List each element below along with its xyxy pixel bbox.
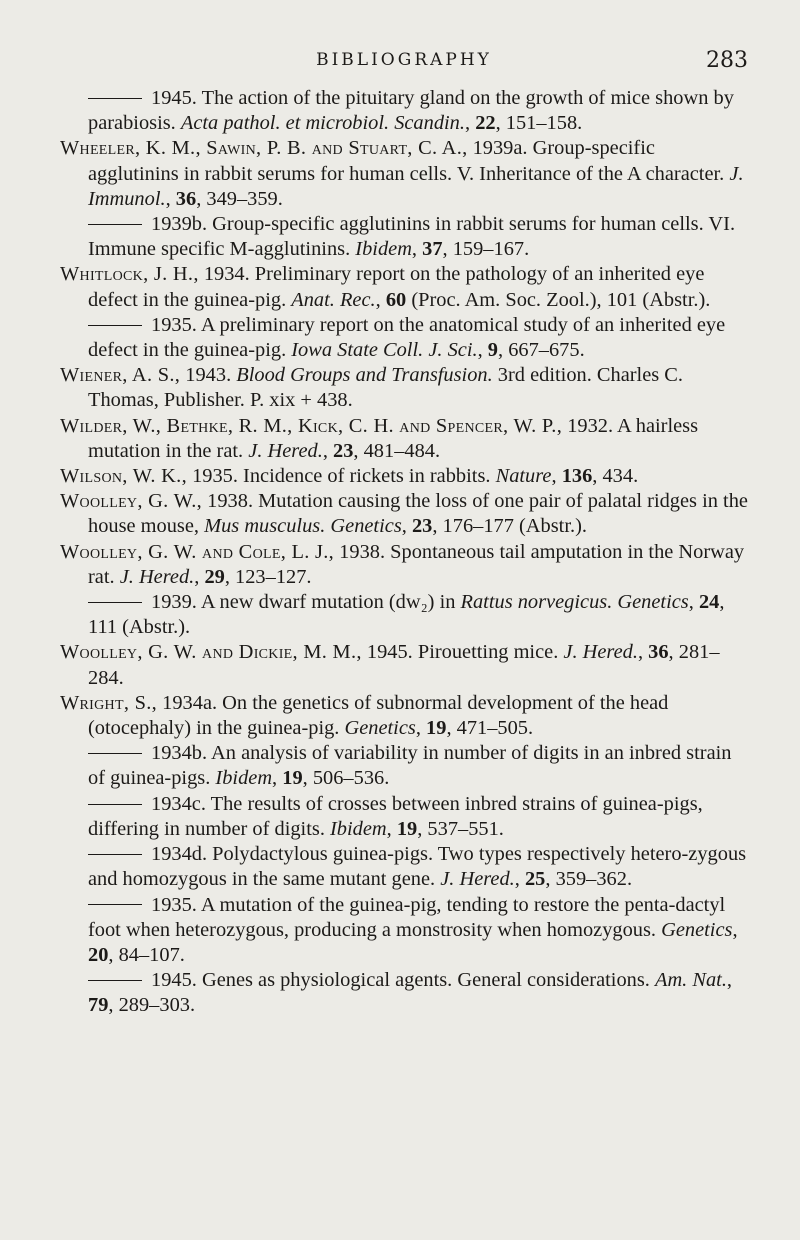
entry-text: ,	[386, 817, 397, 840]
entry-pages: , 159–167.	[442, 238, 530, 261]
ditto-dash	[88, 224, 142, 225]
entry-pages: , 481–484.	[353, 439, 441, 462]
entry-text: 1939b. Group-specific agglutinins in rabbit serums for human cells. VI. Immune specific M-agglutinins.	[88, 213, 736, 261]
entry-text: 1945. Genes as physiological agents. General considerations.	[151, 969, 655, 992]
entry-volume: 29	[204, 565, 225, 588]
entry-journal: Nature	[495, 465, 552, 488]
entry-text: 1934d. Polydactylous guinea-pigs. Two types respectively hetero-zygous and homozygous in the same mutant gene.	[88, 843, 747, 891]
entry-text: ,	[477, 339, 488, 362]
entry-text: 1939. A new dwarf mutation (dw₂) in	[151, 591, 461, 614]
entry-volume: 19	[426, 717, 447, 740]
entry-author: Woolley, G. W. and Dickie, M. M.,	[60, 641, 362, 664]
bibliography-entry	[60, 842, 750, 892]
entry-text: ,	[401, 515, 412, 538]
entry-pages: , 667–675.	[498, 339, 585, 362]
bibliography-entry	[60, 741, 750, 791]
entry-text: ,	[514, 868, 525, 891]
entry-text: ,	[688, 591, 699, 614]
entry-pages: , 84–107.	[108, 943, 185, 966]
bibliography-entry	[60, 313, 750, 363]
entry-text: ,	[411, 238, 423, 261]
entry-journal: Rattus norvegicus. Genetics	[460, 591, 689, 614]
entry-text: ,	[322, 439, 334, 462]
ditto-dash	[88, 325, 142, 326]
entry-text: 1935. Incidence of rickets in rabbits.	[186, 465, 496, 488]
entry-pages: , 434.	[592, 465, 639, 488]
entry-text: ,	[732, 918, 738, 941]
entry-journal: J. Immunol.	[88, 162, 744, 210]
bibliography-list	[60, 86, 750, 1019]
entry-journal: J. Hered.	[563, 641, 638, 664]
entry-text: 1934c. The results of crosses between inbred strains of guinea-pigs, differing in number of digits.	[88, 792, 703, 840]
entry-volume: 60	[385, 288, 407, 311]
bibliography-entry	[60, 363, 750, 413]
running-head: BIBLIOGRAPHY	[316, 50, 492, 70]
entry-journal: J. Hered.	[440, 868, 515, 891]
entry-pages: , 506–536.	[302, 767, 390, 790]
bibliography-entry	[60, 968, 750, 1018]
entry-author: Wheeler, K. M., Sawin, P. B. and Stuart, C. A.,	[60, 137, 468, 160]
entry-text: 3rd edition. Charles C. Thomas, Publisher. P.	[88, 364, 683, 412]
entry-text: 1939a. Group-specific agglutinins in rabbit serums for human cells. V. Inheritance of the A character.	[88, 137, 730, 185]
page-number: 283	[706, 48, 748, 73]
bibliography-entry	[60, 262, 750, 312]
entry-text: 1945. The action of the pituitary gland on the growth of mice shown by parabiosis.	[88, 87, 734, 135]
entry-volume: 22	[475, 112, 496, 135]
entry-pages: , 349–359.	[196, 187, 283, 210]
entry-pages: , 359–362.	[545, 868, 633, 891]
entry-volume: 9	[487, 339, 498, 362]
entry-text: 1945. Pirouetting mice.	[361, 641, 564, 664]
entry-text: ,	[637, 641, 649, 664]
bibliography-entry	[60, 590, 750, 640]
entry-journal: Genetics	[661, 918, 733, 941]
entry-volume: 19	[396, 817, 418, 840]
entry-journal: Mus musculus. Genetics	[204, 515, 402, 538]
entry-text: 1934a. On the genetics of subnormal development of the head (otocephaly) in the guinea-pig.	[88, 691, 669, 740]
entry-journal: J. Hered.	[119, 565, 195, 588]
entry-volume: 37	[422, 238, 443, 261]
entry-journal: J. Hered.	[248, 439, 323, 462]
entry-pages: , 289–303.	[108, 994, 196, 1017]
entry-pages: (Proc. Am. Soc. Zool.), 101 (Abstr.).	[406, 288, 711, 311]
entry-text: ,	[464, 112, 476, 135]
entry-text: ,	[726, 969, 733, 992]
entry-journal: Genetics	[344, 717, 416, 740]
entry-text: 1935. A preliminary report on the anatomical study of an inherited eye defect in the guinea-pig.	[88, 313, 726, 362]
entry-pages: , 111 (Abstr.).	[88, 591, 725, 639]
entry-volume: 23	[411, 515, 433, 538]
ditto-dash	[88, 804, 142, 805]
bibliography-entry	[60, 212, 750, 262]
entry-text: 1935. A mutation of the guinea-pig, tending to restore the penta-dactyl foot when heterozygous, producing a monstrosity when homozygous.	[88, 893, 726, 941]
entry-volume: 36	[648, 641, 669, 664]
entry-volume: 20	[88, 943, 109, 966]
entry-author: Wright, S.,	[60, 691, 158, 714]
bibliography-entry	[60, 691, 750, 741]
ditto-dash	[88, 753, 142, 754]
entry-text: 1932. A hairless mutation in the rat.	[88, 414, 699, 462]
ditto-dash	[88, 904, 142, 905]
ditto-dash	[88, 980, 142, 981]
bibliography-entry	[60, 893, 750, 969]
entry-pages: , 151–158.	[495, 112, 583, 135]
ditto-dash	[88, 602, 142, 603]
entry-journal: Ibidem	[330, 817, 387, 840]
entry-pages: , 281–284.	[88, 641, 720, 689]
entry-author: Whitlock, J. H.,	[60, 263, 199, 286]
entry-journal: Ibidem	[355, 238, 412, 261]
bibliography-entry	[60, 414, 750, 464]
entry-pages: xix + 438.	[269, 389, 353, 412]
entry-text: 1934b. An analysis of variability in number of digits in an inbred strain of guinea-pigs.	[88, 742, 732, 790]
entry-pages: , 537–551.	[417, 817, 504, 840]
bibliography-entry	[60, 464, 750, 489]
entry-volume: 79	[88, 994, 109, 1017]
bibliography-entry	[60, 792, 750, 842]
entry-volume: 25	[524, 868, 546, 891]
ditto-dash	[88, 854, 142, 855]
entry-author: Wilson, W. K.,	[60, 465, 187, 488]
bibliography-entry	[60, 540, 750, 590]
entry-pages: , 471–505.	[446, 717, 534, 740]
entry-text: 1934. Preliminary report on the pathology of an inherited eye defect in the guinea-pig.	[88, 263, 705, 311]
entry-volume: 36	[175, 187, 197, 210]
entry-volume: 136	[561, 465, 593, 488]
entry-volume: 19	[282, 767, 303, 790]
entry-text: ,	[165, 187, 176, 210]
entry-author: Wiener, A. S.,	[60, 364, 181, 387]
entry-journal: Anat. Rec.	[291, 288, 376, 311]
entry-text: 1938. Mutation causing the loss of one pair of palatal ridges in the house mouse,	[88, 490, 748, 538]
entry-journal: Ibidem	[215, 767, 273, 790]
entry-volume: 24	[698, 591, 720, 614]
entry-author: Woolley, G. W. and Cole, L. J.,	[60, 540, 335, 563]
entry-journal: Am. Nat.	[654, 969, 727, 992]
entry-author: Wilder, W., Bethke, R. M., Kick, C. H. and Spencer, W. P.,	[60, 414, 563, 437]
bibliography-entry	[60, 136, 750, 212]
bibliography-entry	[60, 86, 750, 136]
entry-author: Woolley, G. W.,	[60, 490, 203, 513]
entry-journal: Iowa State Coll. J. Sci.	[291, 339, 478, 362]
entry-text: 1943.	[180, 364, 237, 387]
ditto-dash	[88, 98, 142, 99]
page-header	[60, 48, 748, 82]
entry-text: ,	[194, 565, 205, 588]
entry-journal: Acta pathol. et microbiol. Scandin.	[180, 112, 465, 135]
entry-text: ,	[272, 767, 283, 790]
entry-journal: Blood Groups and Transfusion.	[236, 364, 493, 387]
entry-text: ,	[415, 717, 427, 740]
entry-volume: 23	[333, 439, 354, 462]
bibliography-entry	[60, 640, 750, 690]
entry-text: 1938. Spontaneous tail amputation in the Norway rat.	[88, 540, 745, 588]
entry-pages: , 123–127.	[224, 565, 312, 588]
entry-text: ,	[375, 288, 386, 311]
entry-text: ,	[551, 465, 562, 488]
bibliography-entry	[60, 489, 750, 539]
entry-pages: , 176–177 (Abstr.).	[432, 515, 587, 538]
